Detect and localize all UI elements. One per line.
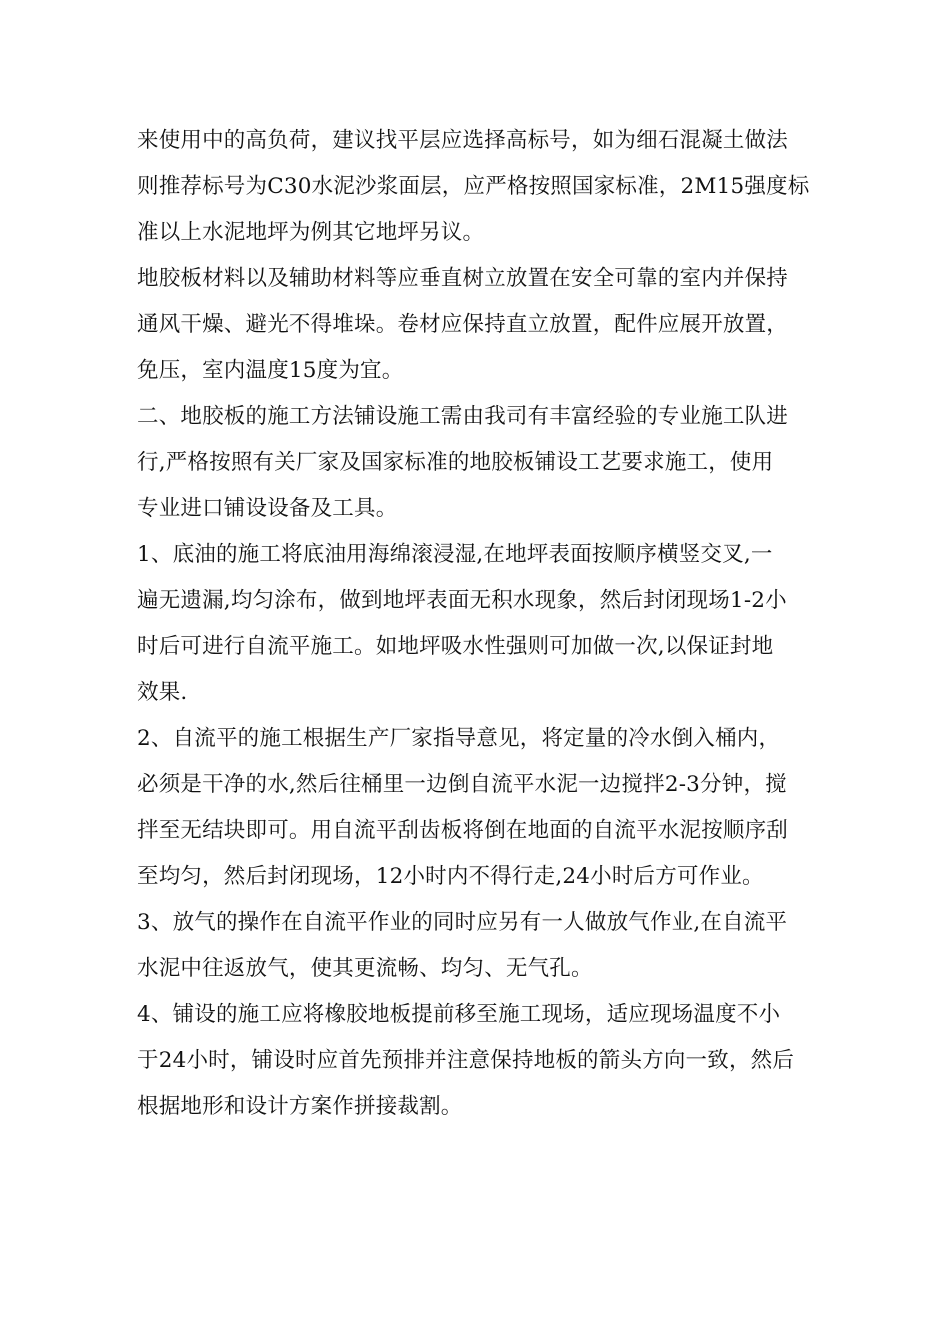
text-line: 来使用中的高负荷，建议找平层应选择高标号，如为细石混凝土做法 [137,128,789,153]
text-line: 至均匀，然后封闭现场，12小时内不得行走,24小时后方可作业。 [137,864,764,889]
text-line: 水泥中往返放气，使其更流畅、均匀、无气孔。 [137,956,593,981]
paragraph-1 [137,118,827,256]
paragraph-6 [137,900,827,992]
text-line: 免压，室内温度15度为宜。 [137,358,404,383]
text-line: 必须是干净的水,然后往桶里一边倒自流平水泥一边搅拌2-3分钟，搅 [137,772,787,797]
paragraph-4 [137,532,827,716]
text-line: 行,严格按照有关厂家及国家标准的地胶板铺设工艺要求施工，使用 [137,450,774,475]
document-body [137,118,827,1130]
text-line: 根据地形和设计方案作拼接裁割。 [137,1094,463,1119]
text-line: 4、铺设的施工应将橡胶地板提前移至施工现场，适应现场温度不小 [137,1002,781,1027]
paragraph-2 [137,256,827,394]
text-line: 1、底油的施工将底油用海绵滚浸湿,在地坪表面按顺序横竖交叉,一 [137,542,773,567]
text-line: 通风干燥、避光不得堆垛。卷材应保持直立放置，配件应展开放置， [137,312,789,337]
text-line: 地胶板材料以及辅助材料等应垂直树立放置在安全可靠的室内并保持 [137,266,789,291]
text-line: 拌至无结块即可。用自流平刮齿板将倒在地面的自流平水泥按顺序刮 [137,818,789,843]
text-line: 则推荐标号为C30水泥沙浆面层，应严格按照国家标准，2M15强度标 [137,174,810,199]
text-line: 二、地胶板的施工方法铺设施工需由我司有丰富经验的专业施工队进 [137,404,789,429]
text-line: 2、自流平的施工根据生产厂家指导意见，将定量的冷水倒入桶内， [137,726,781,751]
paragraph-7 [137,992,827,1130]
text-line: 于24小时，铺设时应首先预排并注意保持地板的箭头方向一致，然后 [137,1048,795,1073]
text-line: 效果. [137,680,188,705]
text-line: 专业进口铺设设备及工具。 [137,496,398,521]
text-line: 3、放气的操作在自流平作业的同时应另有一人做放气作业,在自流平 [137,910,788,935]
paragraph-3 [137,394,827,532]
paragraph-5 [137,716,827,900]
text-line: 遍无遗漏,均匀涂布，做到地坪表面无积水现象，然后封闭现场1-2小 [137,588,787,613]
text-line: 时后可进行自流平施工。如地坪吸水性强则可加做一次,以保证封地 [137,634,774,659]
text-line: 准以上水泥地坪为例其它地坪另议。 [137,220,485,245]
